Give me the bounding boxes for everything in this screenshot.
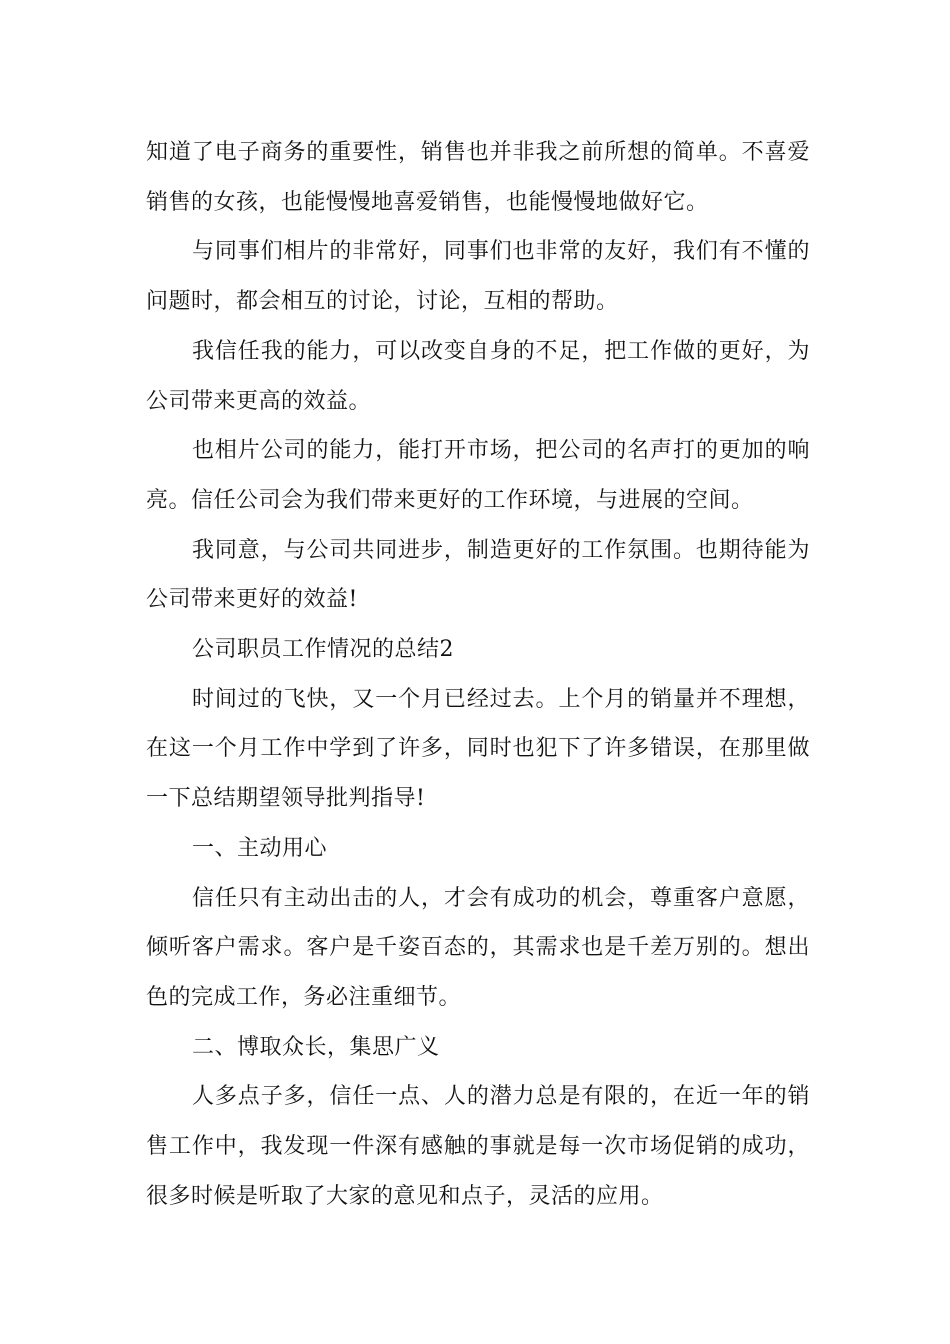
heading-collective-wisdom: 二、博取众长，集思广义: [192, 1034, 440, 1060]
paragraph-proactive: 信任只有主动出击的人，才会有成功的机会，尊重客户意愿，倾听客户需求。客户是千姿百态的，其需求也是千差万别的。想出色的完成工作，务必注重细节。: [146, 885, 810, 1010]
paragraph-company-ability: 也相片公司的能力，能打开市场，把公司的名声打的更加的响亮。信任公司会为我们带来更好的工作环境，与进展的空间。: [146, 438, 810, 513]
section-title-summary-2: 公司职员工作情况的总结2: [192, 637, 454, 663]
paragraph-month-review: 时间过的飞快，又一个月已经过去。上个月的销量并不理想，在这一个月工作中学到了许多，同时也犯下了许多错误，在那里做一下总结期望领导批判指导!: [146, 686, 810, 812]
paragraph-continuation: 知道了电子商务的重要性，销售也并非我之前所想的简单。不喜爱销售的女孩，也能慢慢地喜爱销售，也能慢慢地做好它。: [146, 140, 810, 215]
paragraph-colleagues: 与同事们相片的非常好，同事们也非常的友好，我们有不懂的问题时，都会相互的讨论，讨论，互相的帮助。: [146, 239, 810, 315]
heading-proactive: 一、主动用心: [192, 835, 328, 861]
paragraph-self-confidence: 我信任我的能力，可以改变自身的不足，把工作做的更好，为公司带来更高的效益。: [146, 338, 810, 414]
document-page: [146, 128, 810, 1221]
paragraph-collective-wisdom: 人多点子多，信任一点、人的潜力总是有限的，在近一年的销售工作中，我发现一件深有感触的事就是每一次市场促销的成功，很多时候是听取了大家的意见和点子，灵活的应用。: [146, 1084, 810, 1209]
paragraph-agreement: 我同意，与公司共同进步，制造更好的工作氛围。也期待能为公司带来更好的效益!: [146, 537, 810, 613]
